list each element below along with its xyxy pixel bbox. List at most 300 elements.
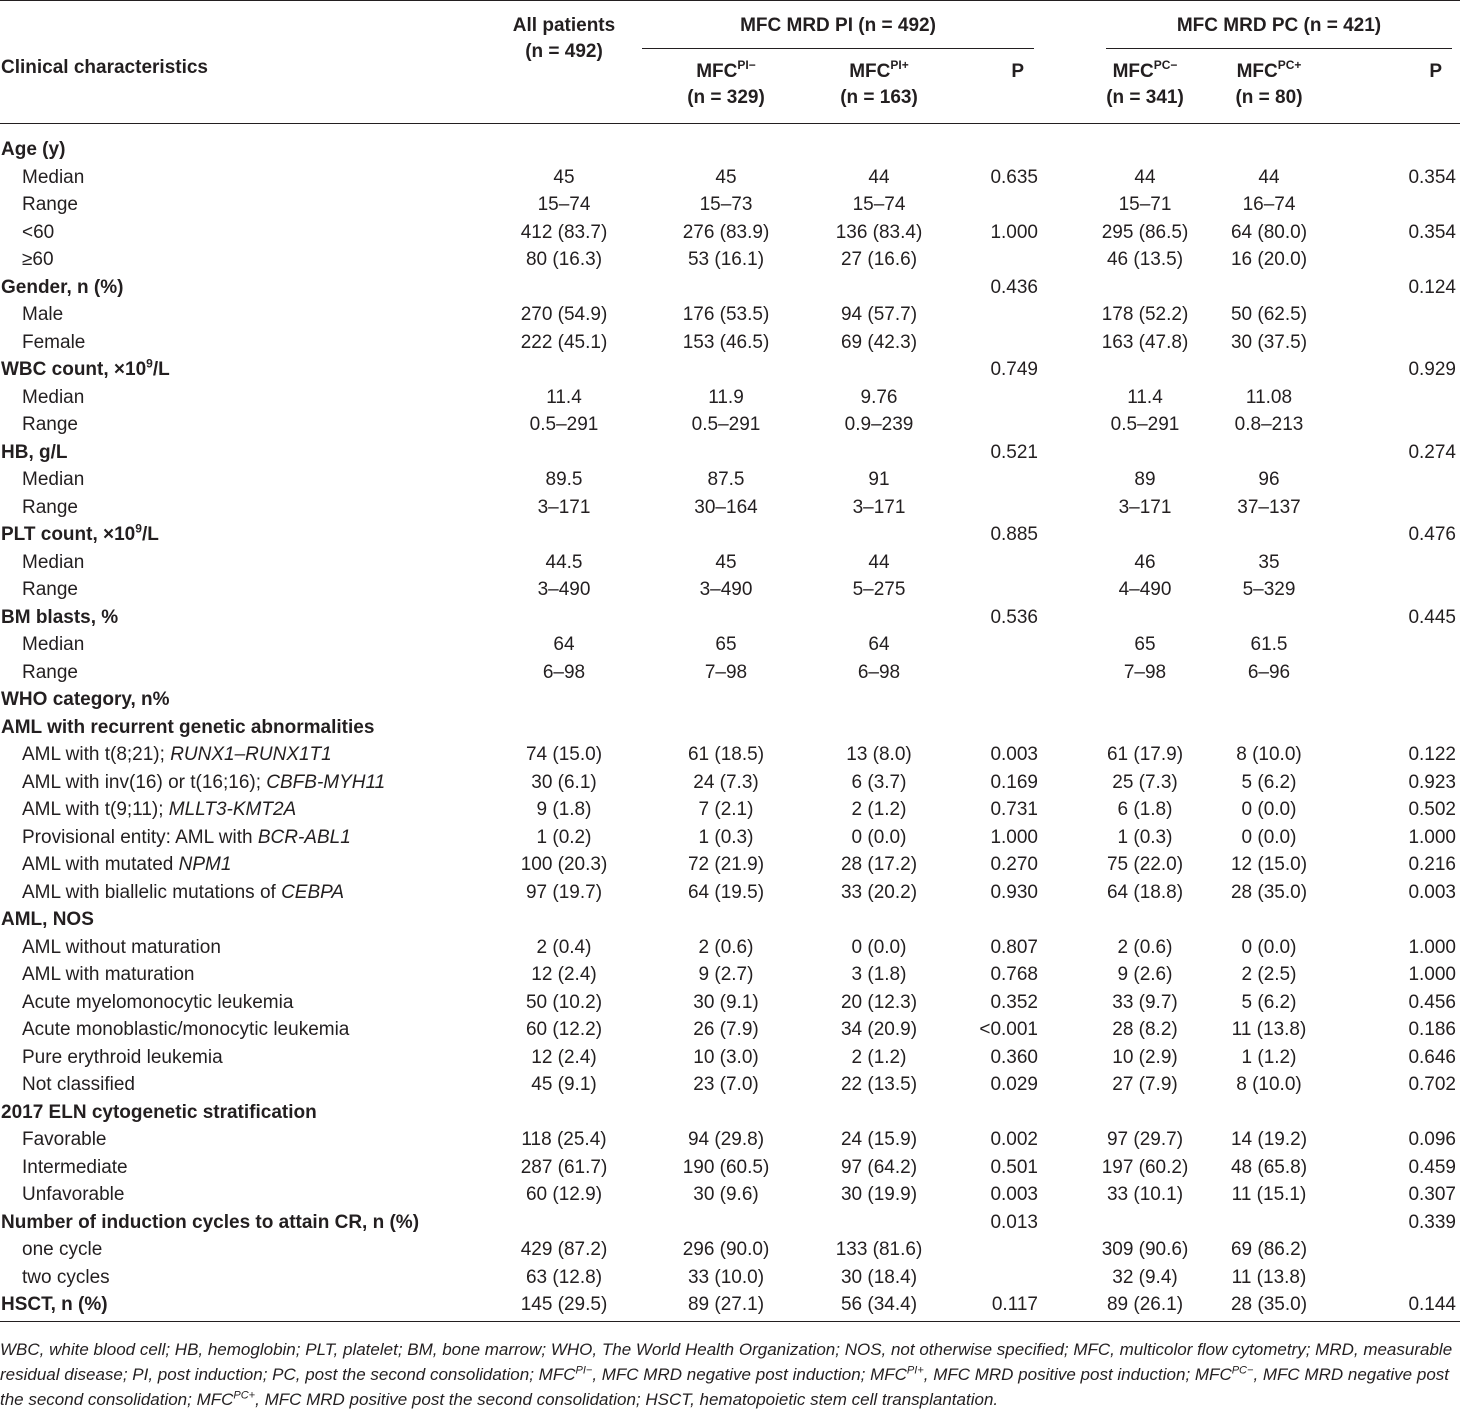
header-pc-group-label: MFC MRD PC (n = 421) [1106,13,1452,49]
cell-value: 10 (2.9) [1112,1046,1178,1068]
row-label [0,1154,494,1182]
cell-value: 30 (6.1) [531,771,597,793]
cell-value [494,714,634,742]
cell-value [1042,274,1204,302]
cell-p-value [940,659,1042,687]
cell-value: 6–98 [857,661,901,683]
cell-value: 2 (2.5) [1241,964,1297,985]
cell-value: 15–74 [852,194,906,215]
cell-value: 3–171 [537,496,591,518]
cell-value: 296 (90.0) [682,1239,770,1260]
table-row [0,631,1460,659]
cell-p-value [1334,1264,1460,1292]
row-label-text: HSCT, n (%) [1,1294,108,1315]
row-label-text: PLT count, ×10 [1,524,136,545]
table-row [0,1236,1460,1264]
cell-value: 163 (47.8) [1101,331,1189,353]
cell-p-value [940,576,1042,604]
cell-value: 45 [715,551,737,573]
cell-p-value: <0.001 [979,1019,1038,1040]
row-section-label [0,1291,494,1321]
cell-value: 13 (8.0) [846,744,912,765]
row-label-text: Median [22,634,85,655]
cell-value: 0 (0.0) [1241,936,1297,958]
cell-p-value [1334,686,1460,714]
table-row [0,961,1460,989]
row-label-text: Acute myelomonocytic leukemia [22,991,294,1013]
row-label-text: AML, NOS [1,909,94,930]
cell-value: 89.5 [545,469,583,490]
header-pc-pos [1204,59,1334,85]
cell-value: 0.5–291 [529,414,599,435]
table-row [0,356,1460,384]
row-label [0,961,494,989]
cell-p-value [1334,576,1460,604]
cell-value: 94 (29.8) [687,1129,765,1150]
table-row [0,934,1460,962]
cell-p-value [940,466,1042,494]
cell-value: 28 (8.2) [1112,1019,1178,1040]
cell-value [1204,604,1334,632]
cell-p-value [1334,384,1460,412]
cell-value: 30 (9.6) [693,1184,759,1205]
row-label-text: AML with mutated [22,854,179,875]
row-label [0,631,494,659]
table-row [0,246,1460,274]
cell-value: 153 (46.5) [682,331,770,353]
row-label-text: Age (y) [1,139,66,160]
cell-p-value: 0.445 [1408,606,1456,628]
row-section-label [0,124,494,164]
header-all-n: (n = 492) [525,41,603,62]
row-label-text: Favorable [22,1129,107,1150]
cell-value: 44 [868,166,890,188]
cell-value [1042,356,1204,384]
cell-value: 2 (1.2) [851,1046,907,1068]
footnote-sup-1: PI− [575,1364,593,1377]
cell-value: 9 (1.8) [536,799,592,820]
cell-p-value: 0.923 [1408,771,1456,793]
row-label [0,1236,494,1264]
table-row [0,1126,1460,1154]
cell-value: 3–490 [699,579,753,600]
header-all-label: All patients [512,15,616,36]
cell-p-value [1334,714,1460,742]
cell-value: 44 [868,551,890,573]
header-all-patients [494,1,634,86]
cell-p-value [1334,329,1460,357]
cell-value: 45 [715,166,737,188]
row-label-text: Range [22,414,78,435]
row-section-label [0,714,494,742]
cell-value: 429 (87.2) [520,1239,608,1260]
table-row [0,439,1460,467]
cell-value: 89 [1134,469,1156,490]
row-section-label [0,274,494,302]
cell-value: 97 (64.2) [840,1156,918,1178]
cell-value [1204,356,1334,384]
cell-p-value: 0.885 [990,524,1038,545]
row-label-text: Gender, n (%) [1,276,124,298]
cell-value: 1 (0.3) [1117,826,1173,848]
row-label [0,301,494,329]
cell-value: 46 [1134,551,1156,573]
cell-p-value: 0.003 [1408,881,1456,903]
row-label [0,494,494,522]
header-clinical: Clinical characteristics [1,57,208,78]
footnote-sup-2: PI+ [906,1364,924,1377]
row-label [0,329,494,357]
table-row [0,411,1460,439]
cell-value [634,1099,818,1127]
cell-value [818,439,940,467]
row-label-text: Range [22,661,78,683]
row-label [0,934,494,962]
header-pi-p: P [1011,61,1024,82]
header-pc-pos-mfc: MFC [1236,61,1278,82]
cell-value: 3–171 [1118,496,1172,518]
cell-value: 16 (20.0) [1230,249,1308,270]
cell-value: 33 (10.0) [687,1266,765,1288]
row-label-text: Median [22,469,85,490]
cell-value: 6–96 [1247,661,1291,683]
cell-value [494,906,634,934]
cell-value: 8 (10.0) [1236,1074,1302,1095]
row-label-gene: CBFB-MYH11 [266,771,386,793]
row-section-label [0,521,494,549]
cell-p-value [940,1099,1042,1127]
row-label-text: Intermediate [22,1156,128,1178]
cell-value: 25 (7.3) [1112,771,1178,793]
table-row [0,191,1460,219]
cell-p-value [940,191,1042,219]
cell-value [494,124,634,164]
row-label-text: BM blasts, % [1,606,119,628]
row-label-text: Provisional entity: AML with [22,826,258,848]
cell-value: 26 (7.9) [693,1019,759,1040]
cell-p-value [1334,191,1460,219]
cell-p-value [940,411,1042,439]
cell-value: 27 (16.6) [840,249,918,270]
cell-value: 46 (13.5) [1106,249,1184,270]
cell-value: 53 (16.1) [687,249,765,270]
cell-p-value: 0.354 [1408,221,1456,243]
row-label-text: AML with inv(16) or t(16;16); [22,771,267,793]
cell-value: 15–73 [699,194,753,215]
cell-value [1204,1099,1334,1127]
header-pc-neg-n: (n = 341) [1106,87,1184,108]
cell-p-value: 0.749 [990,359,1038,380]
cell-p-value: 0.456 [1408,991,1456,1013]
cell-value [634,124,818,164]
cell-value: 64 [868,634,890,655]
row-label-text: HB, g/L [1,441,68,463]
cell-p-value [1334,659,1460,687]
table-row [0,604,1460,632]
cell-value [1042,124,1204,164]
cell-p-value: 0.117 [940,1291,1042,1321]
row-label-text: AML with t(9;11); [22,799,169,820]
cell-value: 89 (26.1) [1042,1291,1204,1321]
row-label [0,246,494,274]
header-spacer [494,85,634,124]
cell-value [1204,686,1334,714]
table-row [0,466,1460,494]
row-label [0,769,494,797]
row-label-text: AML without maturation [22,936,221,958]
cell-p-value: 0.536 [990,606,1038,628]
cell-value [634,274,818,302]
header-pc-group [1042,1,1460,60]
cell-value: 30–164 [694,496,758,518]
cell-value [634,356,818,384]
row-label-text: two cycles [22,1266,110,1288]
table-row [0,219,1460,247]
cell-value: 45 [553,166,575,188]
cell-value [1042,604,1204,632]
cell-value: 11 (15.1) [1231,1184,1307,1205]
cell-p-value: 1.000 [990,221,1038,243]
cell-value: 11.08 [1245,386,1293,408]
header-pc-pos-sup: PC+ [1277,57,1302,72]
cell-p-value: 0.521 [990,441,1038,463]
header-pi-pos-sup: PI+ [890,57,909,72]
cell-value: 412 (83.7) [520,221,608,243]
cell-p-value: 0.274 [1408,441,1456,463]
cell-p-value [1334,1099,1460,1127]
cell-value [1042,714,1204,742]
row-label [0,576,494,604]
cell-value: 12 (15.0) [1230,854,1308,875]
cell-p-value: 0.731 [990,799,1038,820]
cell-value: 28 (35.0) [1230,881,1308,903]
cell-p-value: 0.702 [1408,1074,1456,1095]
cell-value [818,274,940,302]
cell-value: 60 (12.9) [525,1184,603,1205]
cell-p-value: 1.000 [1408,964,1456,985]
cell-value: 48 (65.8) [1230,1156,1308,1178]
row-label-text: <60 [22,221,55,243]
cell-value [818,686,940,714]
row-label [0,549,494,577]
table-row [0,1154,1460,1182]
cell-p-value: 0.002 [990,1129,1038,1150]
cell-p-value: 0.459 [1408,1156,1456,1178]
row-section-label [0,604,494,632]
cell-value: 11.4 [546,386,582,408]
row-label [0,989,494,1017]
cell-value: 2 (0.6) [1117,936,1173,958]
table-row [0,906,1460,934]
table-row [0,741,1460,769]
table-row [0,824,1460,852]
cell-value: 176 (53.5) [682,304,770,325]
row-label-text: 2017 ELN cytogenetic stratification [1,1101,317,1123]
table-row [0,769,1460,797]
row-label-text: Female [22,331,86,353]
cell-value: 4–490 [1118,579,1172,600]
cell-value [494,274,634,302]
cell-value: 80 (16.3) [525,249,603,270]
cell-p-value [940,549,1042,577]
header-pi-pos-n: (n = 163) [840,87,918,108]
cell-p-value: 0.339 [1408,1211,1456,1233]
row-label-text: Median [22,166,85,188]
cell-p-value: 0.501 [990,1156,1038,1178]
table-row [0,989,1460,1017]
cell-p-value [940,124,1042,164]
cell-p-value [940,494,1042,522]
cell-value [818,1209,940,1237]
cell-value: 94 (57.7) [840,304,918,325]
cell-value: 64 (19.5) [687,881,765,903]
cell-value [634,686,818,714]
cell-p-value [940,246,1042,274]
cell-value: 5 (6.2) [1241,991,1297,1013]
table-row [0,851,1460,879]
table-row [0,1071,1460,1099]
cell-value [818,1099,940,1127]
cell-value [818,356,940,384]
cell-value: 74 (15.0) [525,744,603,765]
cell-value [494,686,634,714]
row-section-label [0,356,494,384]
cell-value [1204,906,1334,934]
row-label-text: AML with recurrent genetic abnormalities [1,716,375,738]
cell-p-value: 0.635 [990,166,1038,188]
cell-value: 23 (7.0) [693,1074,759,1095]
cell-value: 276 (83.9) [682,221,770,243]
cell-value: 15–74 [537,194,591,215]
row-label [0,1071,494,1099]
row-label-text: AML with biallelic mutations of [22,881,282,903]
table-footnote [0,1337,1460,1412]
cell-p-value: 0.352 [990,991,1038,1013]
cell-value: 44 [1134,166,1156,188]
header-pi-pos-mfc: MFC [849,61,891,82]
row-label-text: Unfavorable [22,1184,125,1205]
row-label [0,796,494,824]
row-label-unit: /L [141,524,159,545]
table-row [0,1181,1460,1209]
footnote-part-5: , MFC MRD positive post the second consolidation; HSCT, hematopoietic stem cell transplantation. [255,1390,999,1409]
cell-value [1042,1099,1204,1127]
cell-p-value [940,1236,1042,1264]
cell-value: 6 (1.8) [1117,799,1173,820]
cell-value: 30 (19.9) [840,1184,918,1205]
table-row [0,274,1460,302]
cell-value: 33 (10.1) [1106,1184,1184,1205]
cell-p-value: 0.436 [990,276,1038,298]
row-label-text: one cycle [22,1239,103,1260]
cell-value: 87.5 [707,469,745,490]
cell-value [1204,1209,1334,1237]
cell-value [494,1099,634,1127]
cell-p-value [1334,124,1460,164]
cell-p-value [940,384,1042,412]
cell-value: 16–74 [1242,194,1296,215]
header-pi-neg-n: (n = 329) [687,87,765,108]
cell-value [634,604,818,632]
cell-value: 0 (0.0) [1241,826,1297,848]
cell-value: 2 (0.6) [698,936,754,958]
cell-value: 72 (21.9) [687,854,765,875]
cell-p-value [940,714,1042,742]
cell-value: 1 (0.2) [536,826,592,848]
row-label-text: Range [22,496,78,518]
row-label [0,1181,494,1209]
cell-value [818,714,940,742]
row-label-text: Acute monoblastic/monocytic leukemia [22,1019,350,1040]
header-pi-neg-mfc: MFC [696,61,738,82]
cell-value: 295 (86.5) [1101,221,1189,243]
cell-value: 12 (2.4) [531,964,597,985]
cell-value [634,714,818,742]
row-label-gene: NPM1 [178,854,232,875]
row-label-unit: /L [152,359,170,380]
cell-value: 50 (62.5) [1230,304,1308,325]
cell-p-value [1334,631,1460,659]
cell-value: 0.9–239 [844,414,914,435]
cell-value: 75 (22.0) [1106,854,1184,875]
cell-p-value [1334,466,1460,494]
row-label-superscript: 9 [146,356,153,371]
cell-value [494,604,634,632]
cell-p-value [1334,301,1460,329]
cell-value: 34 (20.9) [840,1019,918,1040]
cell-p-value: 0.186 [1408,1019,1456,1040]
cell-p-value [940,1264,1042,1292]
cell-value [494,439,634,467]
cell-value: 8 (10.0) [1236,744,1302,765]
cell-p-value: 0.307 [1408,1184,1456,1205]
cell-value: 44.5 [545,551,583,573]
cell-value: 97 (19.7) [525,881,603,903]
cell-value: 22 (13.5) [840,1074,918,1095]
cell-p-value [1334,246,1460,274]
table-row [0,164,1460,192]
footnote-part-3: , MFC MRD positive post induction; MFC [923,1365,1232,1384]
row-label-text: Range [22,579,78,600]
cell-value: 0 (0.0) [1241,799,1297,820]
row-section-label [0,1209,494,1237]
cell-value: 32 (9.4) [1112,1266,1178,1288]
cell-value [494,356,634,384]
table-row [0,549,1460,577]
cell-value: 96 [1258,469,1280,490]
cell-value: 270 (54.9) [520,304,608,325]
row-label [0,851,494,879]
row-section-label [0,686,494,714]
cell-value: 309 (90.6) [1101,1239,1189,1260]
row-label-text: Range [22,194,78,215]
cell-value: 33 (9.7) [1112,991,1178,1013]
cell-value [1042,686,1204,714]
row-label-text: Median [22,386,85,408]
cell-value: 33 (20.2) [840,881,918,903]
cell-value: 0.8–213 [1234,414,1304,435]
cell-p-value [1334,494,1460,522]
header-pc-neg-mfc: MFC [1112,61,1154,82]
footnote-part-2: , MFC MRD negative post induction; MFC [592,1365,907,1384]
cell-value [1204,274,1334,302]
row-section-label [0,1099,494,1127]
cell-p-value [940,906,1042,934]
row-label-text: Not classified [22,1074,135,1095]
table-row [0,796,1460,824]
cell-value: 2 (0.4) [536,936,592,958]
cell-p-value: 0.360 [990,1046,1038,1068]
